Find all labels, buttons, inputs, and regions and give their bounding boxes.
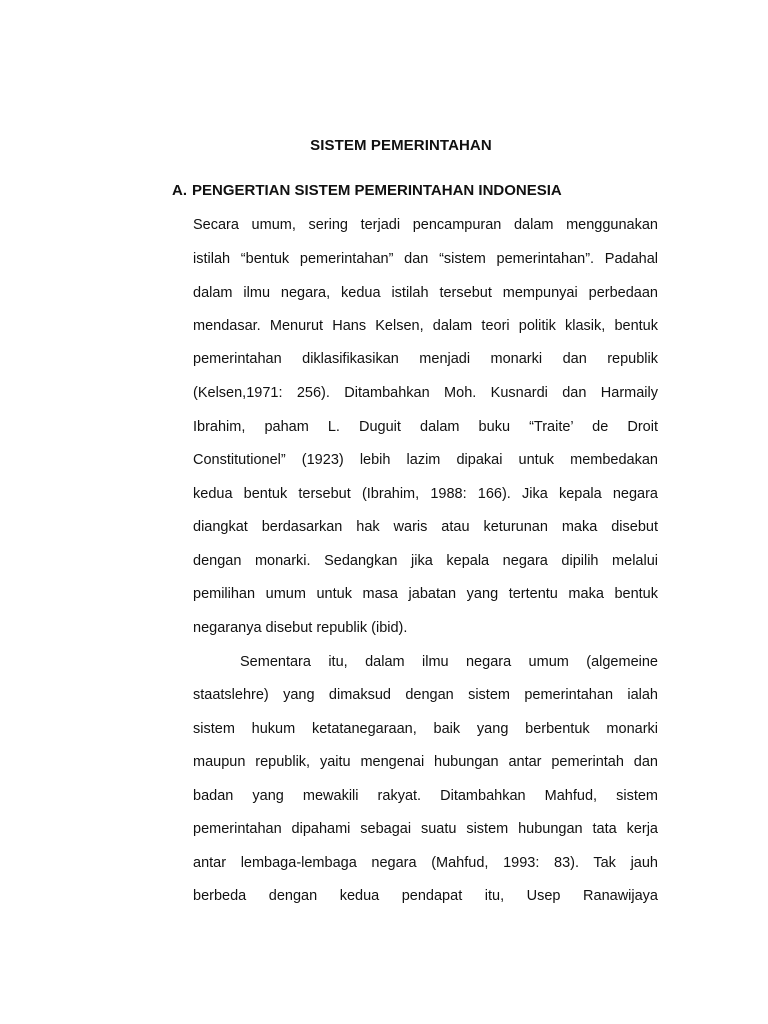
paragraph-line: pemerintahan dipahami sebagai suatu sistem hubungan tata kerja	[193, 821, 658, 837]
paragraph-line: istilah “bentuk pemerintahan” dan “sistem pemerintahan”. Padahal	[193, 251, 658, 267]
section-heading	[172, 181, 562, 201]
paragraph-line: negaranya disebut republik (ibid).	[193, 620, 408, 636]
document-title: SISTEM PEMERINTAHAN	[310, 137, 492, 154]
paragraph-line: Constitutionel” (1923) lebih lazim dipakai untuk membedakan	[193, 452, 658, 468]
paragraph-line: mendasar. Menurut Hans Kelsen, dalam teori politik klasik, bentuk	[193, 318, 658, 334]
paragraph-line: antar lembaga-lembaga negara (Mahfud, 1993: 83). Tak jauh	[193, 855, 658, 871]
paragraph-line: sistem hukum ketatanegaraan, baik yang berbentuk monarki	[193, 721, 658, 737]
paragraph-line: pemerintahan diklasifikasikan menjadi monarki dan republik	[193, 351, 658, 367]
paragraph-line: Ibrahim, paham L. Duguit dalam buku “Traite’ de Droit	[193, 419, 658, 435]
paragraph-line: dengan monarki. Sedangkan jika kepala negara dipilih melalui	[193, 553, 658, 569]
paragraph-line: maupun republik, yaitu mengenai hubungan antar pemerintah dan	[193, 754, 658, 770]
paragraph-line: badan yang mewakili rakyat. Ditambahkan Mahfud, sistem	[193, 788, 658, 804]
paragraph-line: berbeda dengan kedua pendapat itu, Usep Ranawijaya	[193, 888, 658, 904]
paragraph-line: kedua bentuk tersebut (Ibrahim, 1988: 166). Jika kepala negara	[193, 486, 658, 502]
paragraph-line: dalam ilmu negara, kedua istilah tersebut mempunyai perbedaan	[193, 285, 658, 301]
paragraph-line: (Kelsen,1971: 256). Ditambahkan Moh. Kusnardi dan Harmaily	[193, 385, 658, 401]
paragraph-line: staatslehre) yang dimaksud dengan sistem pemerintahan ialah	[193, 687, 658, 703]
section-heading-text: PENGERTIAN SISTEM PEMERINTAHAN INDONESIA	[192, 182, 562, 199]
paragraph-line: pemilihan umum untuk masa jabatan yang tertentu maka bentuk	[193, 586, 658, 602]
paragraph-line: Sementara itu, dalam ilmu negara umum (algemeine	[240, 654, 658, 670]
section-letter: A.	[172, 182, 187, 199]
paragraph-line: diangkat berdasarkan hak waris atau keturunan maka disebut	[193, 519, 658, 535]
paragraph-line: Secara umum, sering terjadi pencampuran dalam menggunakan	[193, 217, 658, 233]
